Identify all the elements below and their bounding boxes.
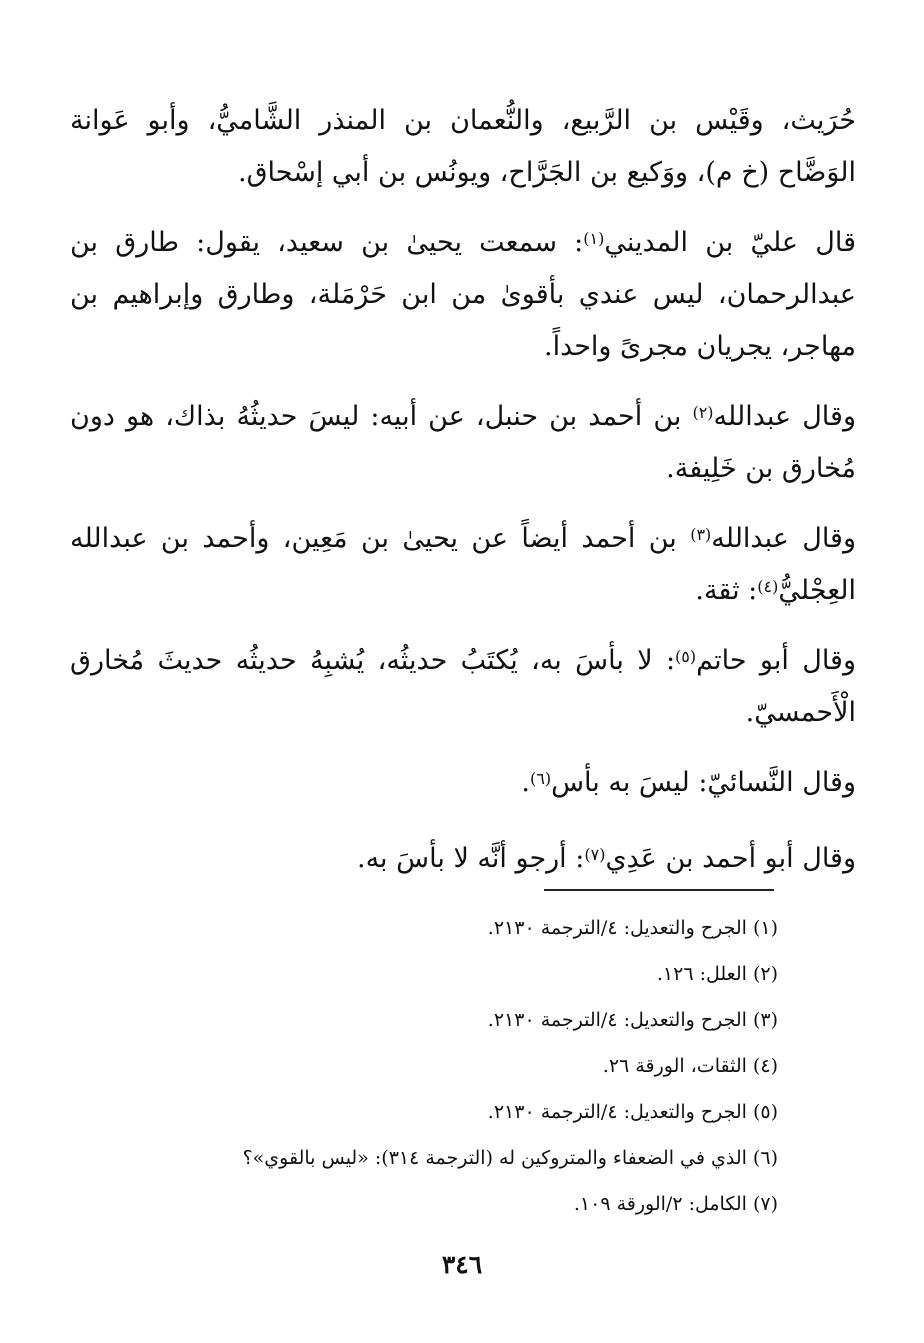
footnote-2: (٢) العلل: ١٢٦. [656, 963, 778, 985]
paragraph-text: حُرَيث، وقَيْس بن الرَّبيع، والنُّعمان بن المنذر الشَّاميُّ، وأبو عَوانة الوَضَّاح (خ م)، ووَكيع بن الجَرَّاح، ويونُس بن أبي إسْحاق. [70, 105, 856, 188]
paragraph-text: : أرجو أنَّه لا بأسَ به. [357, 843, 585, 874]
paragraph-6 [70, 757, 856, 809]
paragraph-text: وقال أبو حاتم [696, 645, 856, 676]
footnote-ref[interactable]: (٣) [690, 525, 712, 544]
paragraph-text: بن أحمد أيضاً عن يحيىٰ بن مَعِين، وأحمد بن عبدالله العِجْليُّ [70, 523, 856, 606]
paragraph-text: : ثقة. [695, 575, 758, 606]
footnote-5: (٥) الجرح والتعديل: ٤/الترجمة ٢١٣٠. [487, 1101, 778, 1123]
footnote-7: (٧) الكامل: ٢/الورقة ١٠٩. [573, 1193, 778, 1215]
footnote-ref[interactable]: (٤) [757, 577, 779, 596]
paragraph-3 [70, 391, 856, 495]
paragraph-text: وقال عبدالله [711, 523, 857, 554]
paragraph-text: وقال أبو أحمد بن عَدِي [605, 843, 856, 874]
paragraph-text: بن أحمد بن حنبل، عن أبيه: ليسَ حديثُهُ بذاك، هو دون مُخارق بن خَلِيفة. [70, 401, 856, 484]
footnote-3: (٣) الجرح والتعديل: ٤/الترجمة ٢١٣٠. [487, 1009, 778, 1031]
footnotes [58, 905, 778, 1227]
paragraph-2 [70, 217, 856, 373]
paragraph-text: . [521, 767, 530, 798]
paragraph-4 [70, 513, 856, 617]
footnote-ref[interactable]: (٥) [675, 647, 697, 666]
paragraph-text: : لا بأسَ به، يُكتَبُ حديثُه، يُشبِهُ حديثُه حديثَ مُخارق الْأَحمسيّ. [70, 645, 856, 728]
page-number: ٣٤٦ [441, 1250, 483, 1279]
main-text [70, 95, 856, 903]
paragraph-1 [70, 95, 856, 199]
paragraph-text: وقال عبدالله [713, 401, 856, 432]
footnote-ref[interactable]: (٧) [584, 845, 606, 864]
footnote-1: (١) الجرح والتعديل: ٤/الترجمة ٢١٣٠. [487, 917, 778, 939]
footnote-divider [544, 889, 774, 891]
footnote-6: (٦) الذي في الضعفاء والمتروكين له (الترجمة ٣١٤): «ليس بالقوي»؟ [242, 1147, 778, 1169]
paragraph-5 [70, 635, 856, 739]
paragraph-text: قال عليّ بن المديني [604, 227, 857, 258]
paragraph-text: : سمعت يحيىٰ بن سعيد، يقول: طارق بن عبدالرحمان، ليس عندي بأقوىٰ من ابن حَرْمَلة، وطارق وإبراهيم بن مهاجر، يجريان مجرىً واحداً. [70, 227, 856, 362]
paragraph-7 [70, 833, 856, 885]
footnote-ref[interactable]: (٦) [529, 769, 552, 788]
footnote-ref[interactable]: (٢) [692, 403, 714, 422]
footnote-ref[interactable]: (١) [583, 229, 605, 248]
footnote-4: (٤) الثقات، الورقة ٢٦. [602, 1055, 778, 1077]
paragraph-text: وقال النَّسائيّ: ليسَ به بأس [551, 767, 856, 798]
